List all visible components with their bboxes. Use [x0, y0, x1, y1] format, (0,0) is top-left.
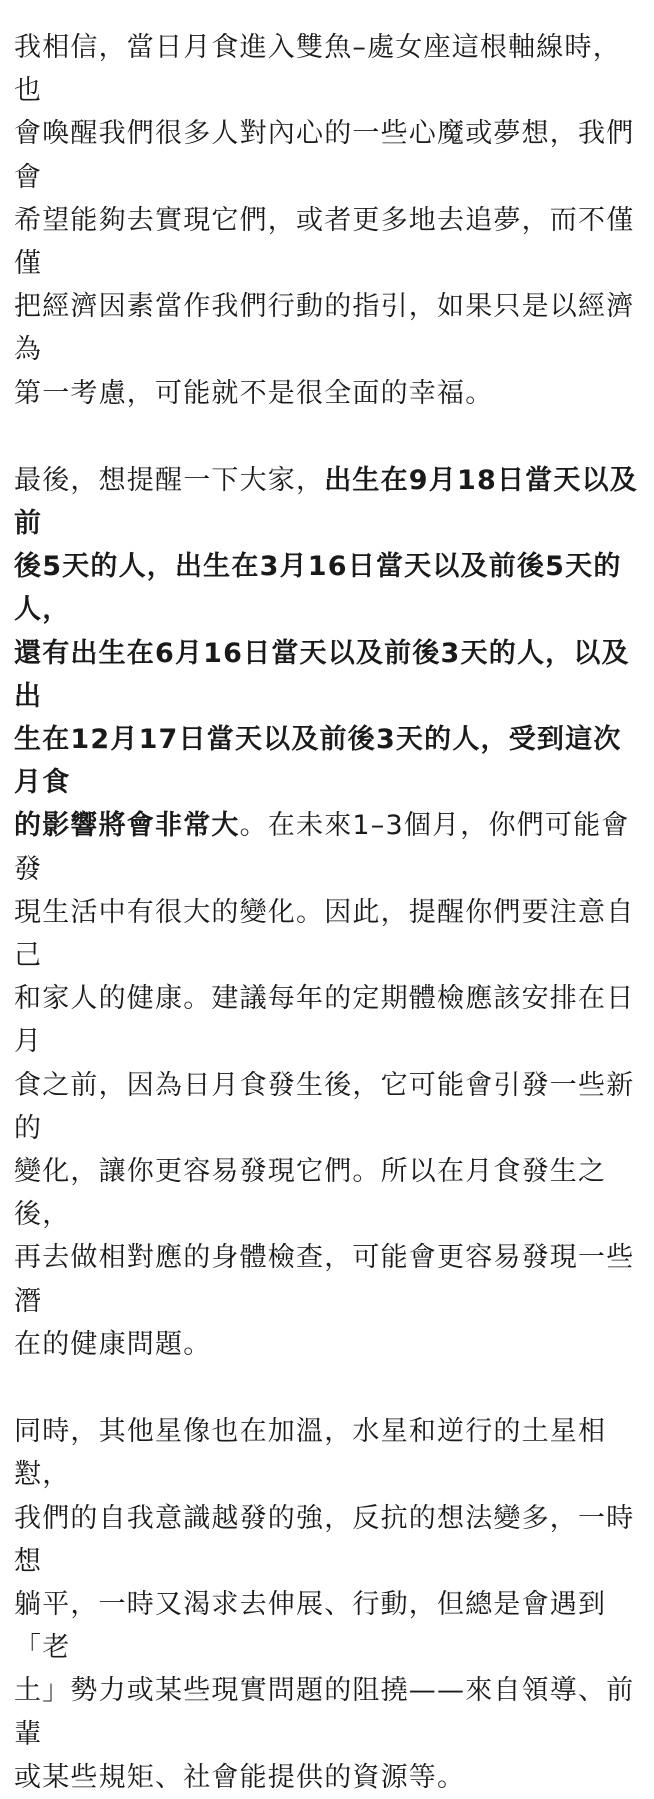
paragraph-2 [14, 459, 638, 1366]
paragraph-3 [14, 1410, 638, 1799]
paragraph-3-text: 同時，其他星像也在加溫，水星和逆行的土星相懟， 我們的自我意識越發的強，反抗的想法變多，一時想 躺平，一時又渴求去伸展、行動，但總是會遇到「老 土」勢力或某些現實問題的阻撓——來自領導、前輩 或某些規矩、社會能提供的資源等。 [14, 1416, 635, 1793]
paragraph-2-rest: 。在未來1–3個月，你們可能會發 現生活中有很大的變化。因此，提醒你們要注意自己 和家人的健康。建議每年的定期體檢應該安排在日月 食之前，因為日月食發生後，它可能會引發一些新的 變化，讓你更容易發現它們。所以在月食發生之後， 再去做相對應的身體檢查，可能會更容易發現一些潛 在的健康問題。 [14, 810, 635, 1360]
paragraph-2-intro: 最後，想提醒一下大家， [14, 464, 325, 496]
paragraph-2-highlight: 出生在9月18日當天以及前 後5天的人，出生在3月16日當天以及前後5天的人， 還有出生在6月16日當天以及前後3天的人，以及出 生在12月17日當天以及前後3天的人，受到這次月食 的影響將會非常大 [14, 464, 638, 842]
paragraph-1-text: 我相信，當日月食進入雙魚–處女座這根軸線時，也 會喚醒我們很多人對內心的一些心魔或夢想，我們會 希望能夠去實現它們，或者更多地去追夢，而不僅僅 把經濟因素當作我們行動的指引，如果只是以經濟為 第一考慮，可能就不是很全面的幸福。 [14, 32, 635, 409]
paragraph-1 [14, 26, 638, 415]
